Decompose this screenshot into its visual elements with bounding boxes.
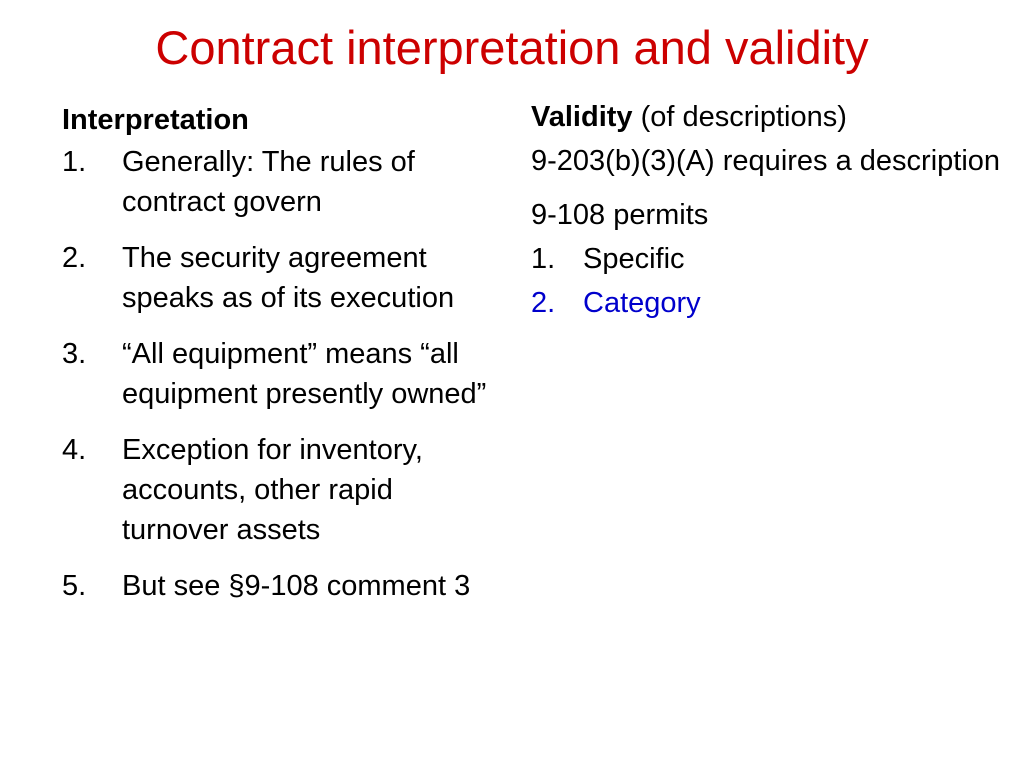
permits-list: [531, 239, 1001, 323]
item-text: Exception for inventory, accounts, other rapid turnover assets: [122, 434, 423, 546]
item-number: 3.: [62, 338, 87, 370]
item-text: Generally: The rules of contract govern: [122, 146, 415, 218]
permits-item-1: [531, 239, 1001, 279]
item-text: The security agreement speaks as of its execution: [122, 242, 455, 314]
item-number: 4.: [62, 434, 87, 466]
permits-text: 9-108 permits: [531, 199, 709, 231]
validity-heading-bold: Validity: [531, 101, 633, 133]
validity-column: [531, 97, 1001, 323]
interpretation-column: [62, 100, 502, 606]
interpretation-list: [62, 142, 502, 606]
requirement-text: 9-203(b)(3)(A) requires a description: [531, 145, 1001, 177]
item-number: 1.: [62, 146, 87, 178]
interpretation-item-2: [62, 238, 502, 318]
item-number: 2.: [62, 242, 87, 274]
interpretation-item-3: [62, 334, 502, 414]
permits-item-2: [531, 283, 1001, 323]
interpretation-item-5: [62, 566, 502, 606]
item-number: 1.: [531, 243, 556, 275]
slide-title: Contract interpretation and validity: [155, 21, 869, 74]
validity-heading-rest: (of descriptions): [632, 101, 847, 133]
item-text: Specific: [583, 243, 685, 275]
interpretation-item-1: [62, 142, 502, 222]
validity-heading: [531, 97, 1001, 137]
interpretation-heading: Interpretation: [62, 104, 249, 136]
interpretation-item-4: [62, 430, 502, 550]
item-number: 5.: [62, 570, 87, 602]
item-text: But see §9-108 comment 3: [122, 570, 471, 602]
item-text: “All equipment” means “all equipment presently owned”: [122, 338, 487, 410]
item-number: 2.: [531, 287, 556, 319]
item-text: Category: [583, 287, 701, 319]
